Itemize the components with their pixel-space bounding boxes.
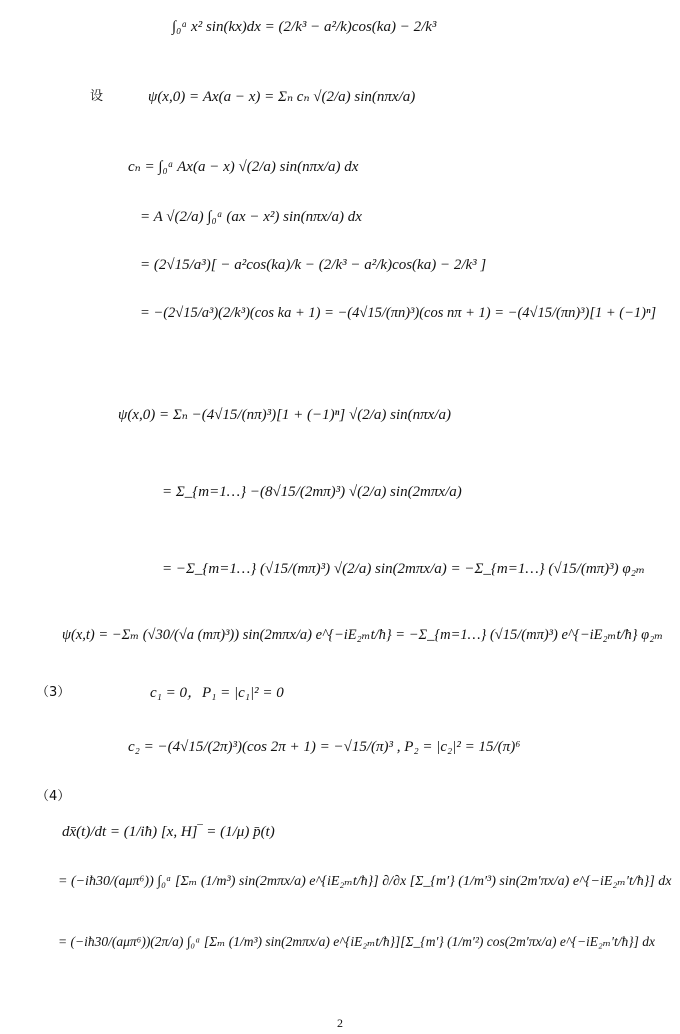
cn-step-4-equation: = −(2√15/a³)(2/k³)(cos ka + 1) = −(4√15/(πn)³)(cos nπ + 1) = −(4√15/(πn)³)[1 + (−1)ⁿ] — [140, 305, 657, 321]
psi-initial-definition-equation: ψ(x,0) = Ax(a − x) = Σₙ cₙ √(2/a) sin(nπx/a) — [148, 89, 416, 105]
c2-p2-equation: c₂ = −(4√15/(2π)³)(cos 2π + 1) = −√15/(π)³ , P₂ = |c₂|² = 15/(π)⁶ — [128, 739, 521, 755]
psi-initial-sum-2-equation: = Σ_{m=1…} −(8√15/(2mπ)³) √(2/a) sin(2mπx/a) — [162, 484, 462, 500]
part-4-label: （4） — [36, 789, 71, 804]
dxdt-step-2-equation: = (−iħ30/(aμπ⁶)) ∫₀ᵃ [Σₘ (1/m³) sin(2mπx/a) e^{iE₂ₘt/ħ}] ∂/∂x [Σ_{m′} (1/m′³) sin(2m′πx/a) e^{−iE₂ₘ′t/ħ}] dx — [58, 874, 672, 889]
page-number: 2 — [337, 1016, 343, 1030]
dxdt-step-3-equation: = (−iħ30/(aμπ⁶))(2π/a) ∫₀ᵃ [Σₘ (1/m³) sin(2mπx/a) e^{iE₂ₘt/ħ}][Σ_{m′} (1/m′²) cos(2m′πx/a) e^{−iE₂ₘ′t/ħ}] dx — [58, 934, 655, 949]
cn-step-1-equation: cₙ = ∫₀ᵃ Ax(a − x) √(2/a) sin(nπx/a) dx — [128, 159, 359, 175]
cn-step-3-equation: = (2√15/a³)[ − a²cos(ka)/k − (2/k³ − a²/k)cos(ka) − 2/k³ ] — [140, 257, 487, 273]
let-label: 设 — [90, 89, 104, 104]
c1-p1-equation: c₁ = 0，P₁ = |c₁|² = 0 — [150, 685, 284, 701]
psi-initial-sum-1-equation: ψ(x,0) = Σₙ −(4√15/(nπ)³)[1 + (−1)ⁿ] √(2/a) sin(nπx/a) — [118, 407, 451, 423]
cn-step-2-equation: = A √(2/a) ∫₀ᵃ (ax − x²) sin(nπx/a) dx — [140, 209, 362, 225]
part-3-label: （3） — [36, 685, 71, 700]
psi-time-dependent-equation: ψ(x,t) = −Σₘ (√30/(√a (mπ)³)) sin(2mπx/a) e^{−iE₂ₘt/ħ} = −Σ_{m=1…} (√15/(mπ)³) e^{−iE₂ₘt/ħ} φ₂ₘ — [62, 627, 664, 643]
dxdt-step-1-equation: dx̄(t)/dt = (1/iħ) [x, H]‾ = (1/μ) p̄(t) — [62, 824, 275, 840]
integral-identity-equation: ∫₀ᵃ x² sin(kx)dx = (2/k³ − a²/k)cos(ka) − 2/k³ — [172, 19, 437, 35]
psi-initial-sum-3-equation: = −Σ_{m=1…} (√15/(mπ)³) √(2/a) sin(2mπx/a) = −Σ_{m=1…} (√15/(mπ)³) φ₂ₘ — [162, 561, 646, 577]
